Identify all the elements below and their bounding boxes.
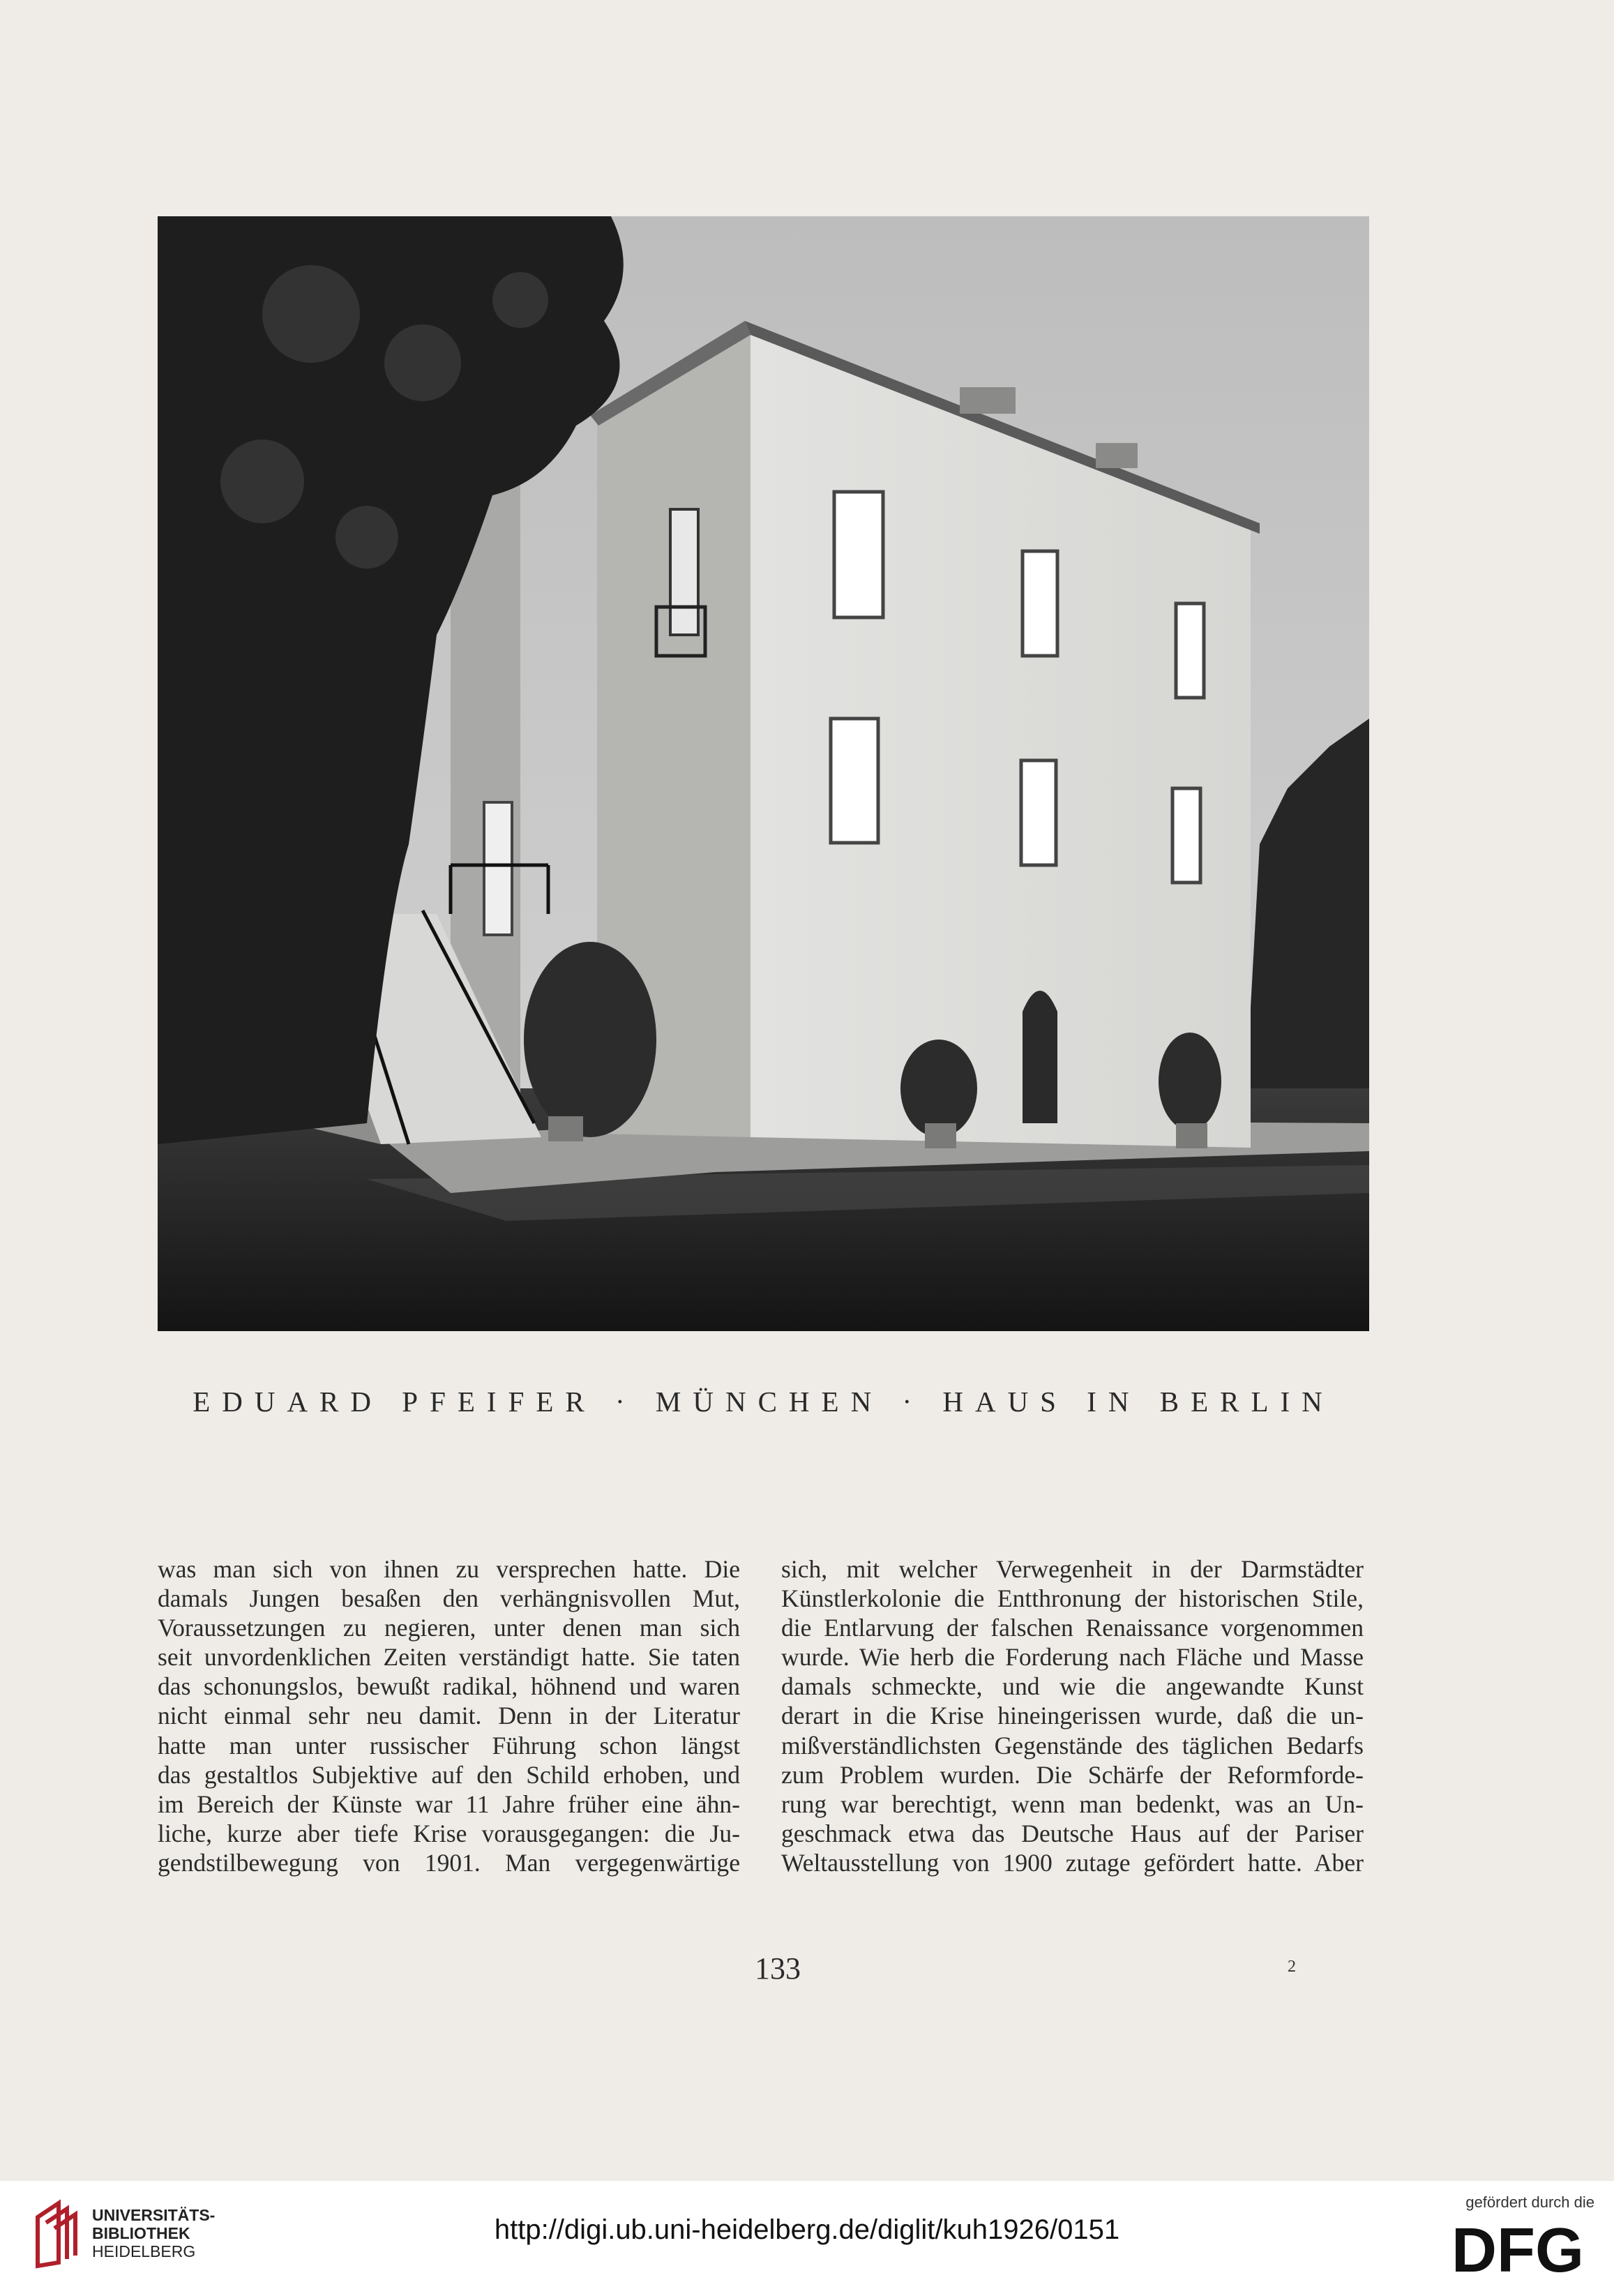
text-line: damals schmeckte, und wie die angewandte Kunst	[781, 1672, 1364, 1701]
text-line: wurde. Wie herb die Forderung nach Fläche und Masse	[781, 1643, 1364, 1672]
text-line: mißverständlichsten Gegenstände des täglichen Bedarfs	[781, 1731, 1364, 1759]
text-line: was man sich von ihnen zu versprechen hatte. Die	[158, 1555, 740, 1583]
text-line: die Entlarvung der falschen Renaissance vorgenommen	[781, 1614, 1364, 1642]
text-line: nicht einmal sehr neu damit. Denn in der Literatur	[158, 1702, 740, 1730]
text-line: derart in die Krise hineingerissen wurde, daß die un-	[781, 1702, 1364, 1730]
text-line: gendstilbewegung von 1901. Man vergegenwärtige	[158, 1848, 740, 1877]
signature-mark: 2	[1288, 1958, 1296, 1976]
library-line: BIBLIOTHEK	[92, 2224, 190, 2242]
digitization-footer	[0, 2181, 1614, 2296]
dfg-logo-text: DFG	[1451, 2217, 1584, 2279]
photo-illustration	[158, 216, 1369, 1331]
text-column-right	[781, 1554, 1364, 1877]
text-line: damals Jungen besaßen den verhängnisvollen Mut,	[158, 1584, 740, 1613]
funding-note: gefördert durch die	[1465, 2193, 1594, 2211]
text-line: liche, kurze aber tiefe Krise vorausgegangen: die Ju-	[158, 1819, 740, 1847]
library-line: HEIDELBERG	[92, 2242, 196, 2260]
text-line: rung war berechtigt, wenn man bedenkt, was an Un-	[781, 1789, 1364, 1818]
page-number: 133	[755, 1951, 801, 1986]
text-line: hatte man unter russischer Führung schon längst	[158, 1731, 740, 1759]
dfg-logo-icon	[1441, 2217, 1594, 2279]
text-line: Weltausstellung von 1900 zutage gefördert hatte. Aber	[781, 1848, 1364, 1877]
library-line: UNIVERSITÄTS-	[92, 2206, 216, 2224]
text-line: sich, mit welcher Verwegenheit in der Darmstädter	[781, 1555, 1364, 1583]
text-line: Künstlerkolonie die Entthronung der historischen Stile,	[781, 1584, 1364, 1613]
source-url-link[interactable]: http://digi.ub.uni-heidelberg.de/diglit/kuh1926/0151	[494, 2214, 1120, 2245]
text-line: im Bereich der Künste war 11 Jahre früher eine ähn-	[158, 1789, 740, 1818]
text-line: das gestaltlos Subjektive auf den Schild erhoben, und	[158, 1760, 740, 1789]
house-photograph	[158, 216, 1369, 1331]
figure-caption: EDUARD PFEIFER · MÜNCHEN · HAUS IN BERLIN	[193, 1386, 1334, 1418]
text-line: zum Problem wurden. Die Schärfe der Reformforde-	[781, 1760, 1364, 1789]
text-line: das schonungslos, bewußt radikal, höhnend und waren	[158, 1672, 740, 1701]
text-column-left	[158, 1554, 740, 1877]
text-line: seit unvordenklichen Zeiten verständigt hatte. Sie taten	[158, 1643, 740, 1672]
text-line: geschmack etwa das Deutsche Haus auf der Pariser	[781, 1819, 1364, 1847]
text-line: Voraussetzungen zu negieren, unter denen man sich	[158, 1614, 740, 1642]
